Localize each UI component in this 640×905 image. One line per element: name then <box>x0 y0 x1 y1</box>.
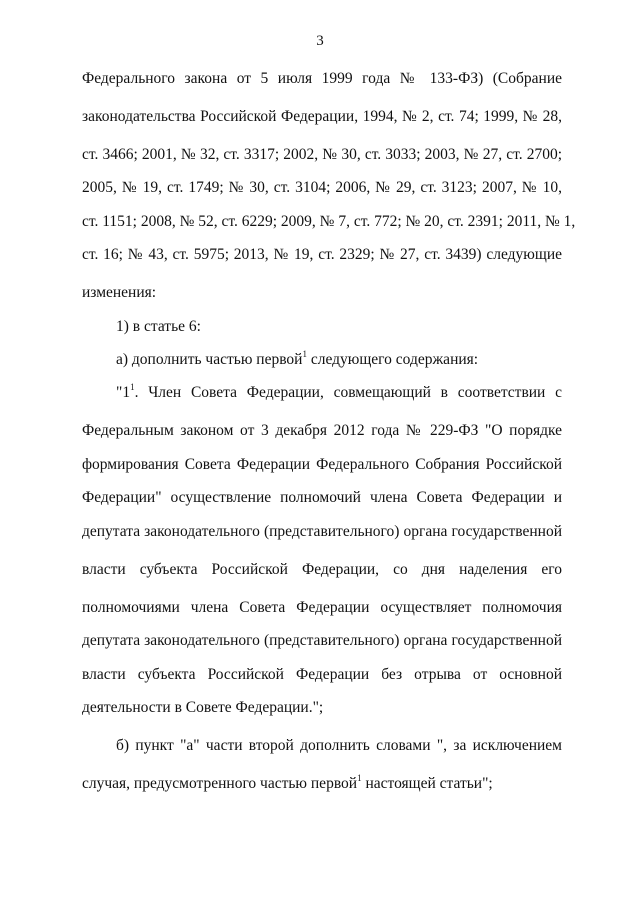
preamble-line-5: ст. 1151; 2008, № 52, ст. 6229; 2009, № 7, ст. 772; № 20, ст. 2391; 2011, № 1, <box>82 213 576 230</box>
quote-superscript: 1 <box>130 381 135 392</box>
item-a-line <box>116 350 562 370</box>
item-b-line-2 <box>82 774 562 794</box>
item-a-superscript: 1 <box>302 348 307 359</box>
item-b-superscript: 1 <box>357 772 362 783</box>
quote-line-4: Федерации" осуществление полномочий члена Совета Федерации и <box>82 489 562 506</box>
page-number: 3 <box>316 33 324 49</box>
quote-line-6: власти субъекта Российской Федерации, со дня наделения его <box>82 561 562 578</box>
quote-open: "1 <box>116 384 131 401</box>
item-b-line-1: б) пункт "а" части второй дополнить словами ", за исключением <box>116 737 562 754</box>
preamble-line-2: законодательства Российской Федерации, 1994, № 2, ст. 74; 1999, № 28, <box>82 108 562 125</box>
quote-first-text: . Член Совета Федерации, совмещающий в соответствии с <box>134 384 562 401</box>
quote-line-10: деятельности в Совете Федерации."; <box>82 699 324 716</box>
item-a-text: а) дополнить частью первой <box>116 351 303 368</box>
quote-line-2: Федеральным законом от 3 декабря 2012 года № 229-ФЗ "О порядке <box>82 422 562 439</box>
preamble-line-4: 2005, № 19, ст. 1749; № 30, ст. 3104; 2006, № 29, ст. 3123; 2007, № 10, <box>82 179 562 196</box>
preamble-line-1: Федерального закона от 5 июля 1999 года № 133-ФЗ) (Собрание <box>82 70 562 87</box>
quote-line-1 <box>116 383 562 403</box>
preamble-line-3: ст. 3466; 2001, № 32, ст. 3317; 2002, № 30, ст. 3033; 2003, № 27, ст. 2700; <box>82 146 562 163</box>
item-b-text-end: настоящей статьи"; <box>361 775 493 792</box>
item-b-text: случая, предусмотренного частью первой <box>82 775 358 792</box>
item-a-text-end: следующего содержания: <box>306 351 479 368</box>
quote-line-8: депутата законодательного (представительного) органа государственной <box>82 632 562 649</box>
preamble-line-6: ст. 16; № 43, ст. 5975; 2013, № 19, ст. 2329; № 27, ст. 3439) следующие <box>82 246 562 263</box>
quote-line-5: депутата законодательного (представительного) органа государственной <box>82 523 562 540</box>
item-1-line: 1) в статье 6: <box>116 318 201 335</box>
quote-line-7: полномочиями члена Совета Федерации осуществляет полномочия <box>82 599 562 616</box>
quote-line-3: формирования Совета Федерации Федерального Собрания Российской <box>82 456 562 473</box>
quote-line-9: власти субъекта Российской Федерации без отрыва от основной <box>82 666 562 683</box>
preamble-line-7: изменения: <box>82 284 157 301</box>
